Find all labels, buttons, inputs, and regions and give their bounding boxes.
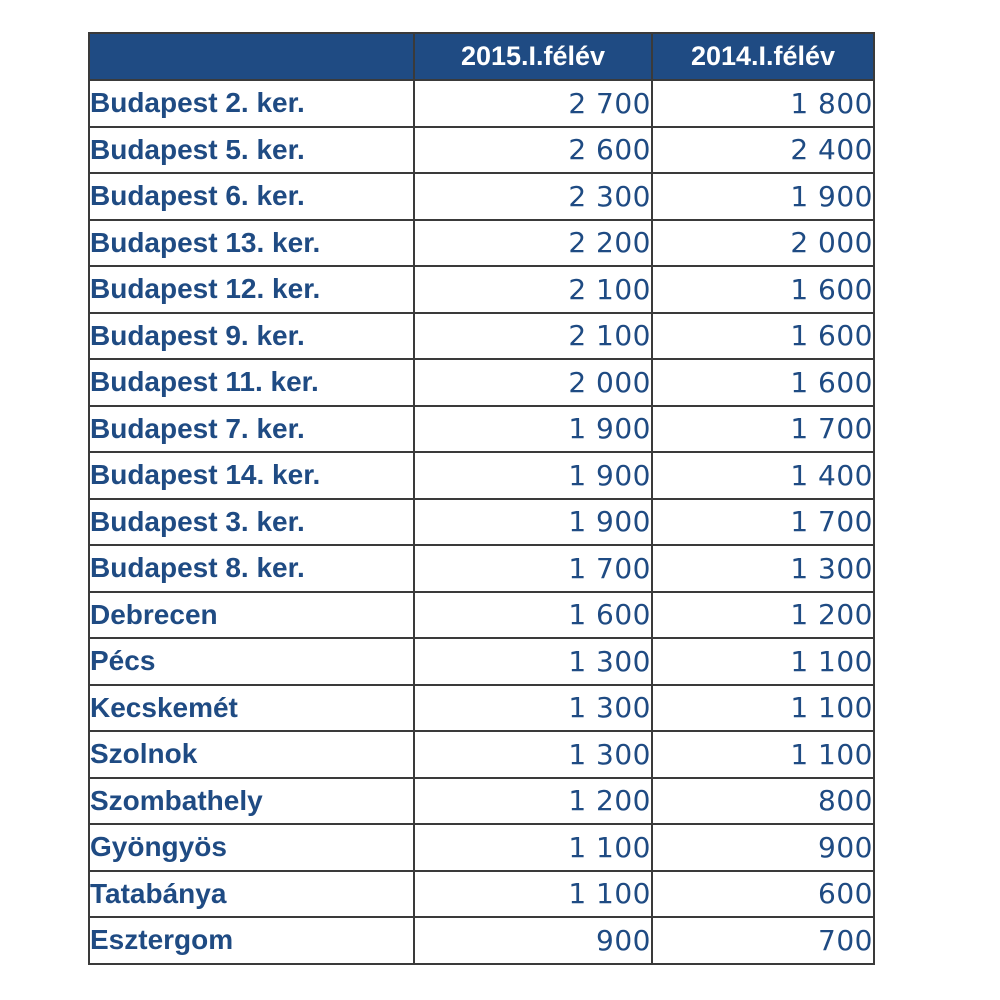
location-cell: Szombathely [89,778,414,825]
value-2015-cell: 2 300 [414,173,652,220]
table-row [89,80,874,127]
value-2015-cell: 2 100 [414,313,652,360]
value-2015-cell: 2 600 [414,127,652,174]
value-2014-cell: 1 700 [652,499,874,546]
header-location [89,33,414,80]
header-row [89,33,874,80]
value-2015-cell: 2 000 [414,359,652,406]
header-2015: 2015.I.félév [414,33,652,80]
value-2014-cell: 1 400 [652,452,874,499]
table-row [89,359,874,406]
table-row [89,638,874,685]
value-2014-cell: 1 300 [652,545,874,592]
value-2014-cell: 1 100 [652,731,874,778]
value-2015-cell: 1 300 [414,638,652,685]
value-2014-cell: 2 400 [652,127,874,174]
value-2015-cell: 1 100 [414,871,652,918]
value-2014-cell: 1 700 [652,406,874,453]
location-cell: Debrecen [89,592,414,639]
table-row [89,406,874,453]
table-row [89,127,874,174]
location-cell: Budapest 11. ker. [89,359,414,406]
value-2015-cell: 2 200 [414,220,652,267]
location-cell: Pécs [89,638,414,685]
table-row [89,824,874,871]
table-row [89,778,874,825]
location-cell: Budapest 9. ker. [89,313,414,360]
value-2014-cell: 2 000 [652,220,874,267]
value-2014-cell: 1 600 [652,313,874,360]
value-2015-cell: 1 700 [414,545,652,592]
value-2015-cell: 1 300 [414,685,652,732]
table-row [89,545,874,592]
table-row [89,731,874,778]
location-cell: Budapest 5. ker. [89,127,414,174]
value-2015-cell: 1 900 [414,499,652,546]
value-2014-cell: 800 [652,778,874,825]
value-2014-cell: 900 [652,824,874,871]
table-row [89,220,874,267]
location-cell: Budapest 13. ker. [89,220,414,267]
location-cell: Esztergom [89,917,414,964]
location-cell: Tatabánya [89,871,414,918]
value-2015-cell: 1 300 [414,731,652,778]
location-cell: Budapest 2. ker. [89,80,414,127]
value-2015-cell: 1 100 [414,824,652,871]
value-2015-cell: 1 900 [414,452,652,499]
value-2014-cell: 700 [652,917,874,964]
table-row [89,499,874,546]
value-2014-cell: 1 600 [652,266,874,313]
location-cell: Kecskemét [89,685,414,732]
value-2014-cell: 1 100 [652,685,874,732]
location-cell: Budapest 3. ker. [89,499,414,546]
location-cell: Budapest 7. ker. [89,406,414,453]
value-2014-cell: 1 800 [652,80,874,127]
header-2014: 2014.I.félév [652,33,874,80]
table-row [89,266,874,313]
value-2015-cell: 1 900 [414,406,652,453]
value-2014-cell: 1 900 [652,173,874,220]
location-cell: Szolnok [89,731,414,778]
table-row [89,871,874,918]
value-2015-cell: 1 200 [414,778,652,825]
location-cell: Gyöngyös [89,824,414,871]
table-row [89,917,874,964]
value-2014-cell: 1 600 [652,359,874,406]
value-2014-cell: 1 200 [652,592,874,639]
value-2015-cell: 900 [414,917,652,964]
data-table [88,32,875,965]
table-row [89,173,874,220]
location-cell: Budapest 8. ker. [89,545,414,592]
value-2015-cell: 1 600 [414,592,652,639]
table-row [89,452,874,499]
value-2014-cell: 1 100 [652,638,874,685]
value-2015-cell: 2 700 [414,80,652,127]
location-cell: Budapest 6. ker. [89,173,414,220]
table-row [89,592,874,639]
value-2015-cell: 2 100 [414,266,652,313]
location-cell: Budapest 12. ker. [89,266,414,313]
table-row [89,685,874,732]
value-2014-cell: 600 [652,871,874,918]
location-cell: Budapest 14. ker. [89,452,414,499]
table-row [89,313,874,360]
